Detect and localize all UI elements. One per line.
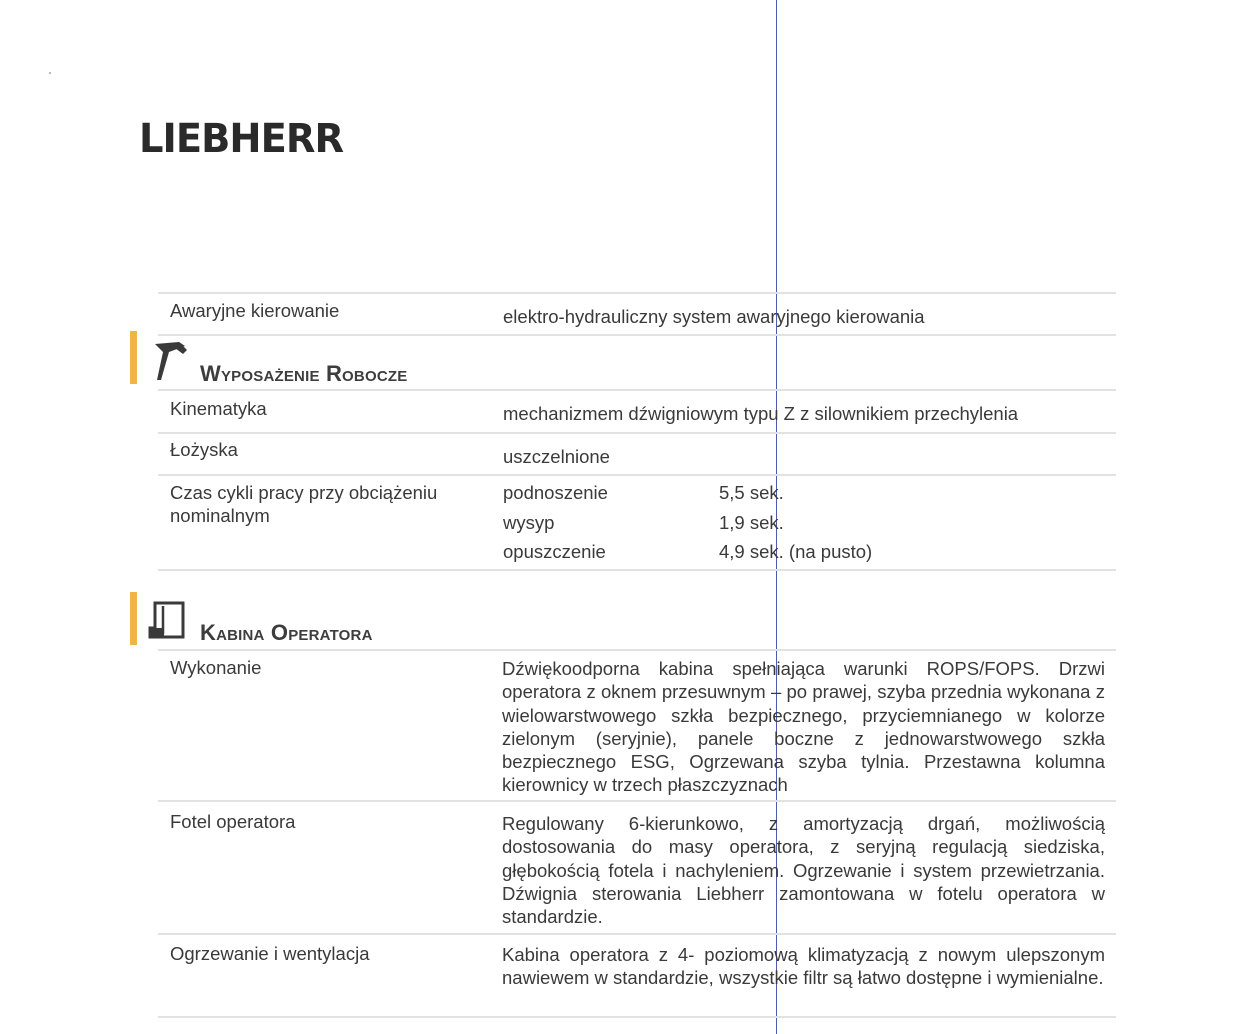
divider xyxy=(158,334,1116,336)
row-value: elektro-hydrauliczny system awaryjnego kierowania xyxy=(503,306,925,327)
row-label: Kinematyka xyxy=(170,398,267,419)
divider xyxy=(158,569,1116,571)
row-label: Awaryjne kierowanie xyxy=(170,300,340,321)
cycle-item-name: opuszczenie xyxy=(503,541,606,562)
row-label: Fotel operatora xyxy=(170,811,296,832)
cycle-item-value: 4,9 sek. (na pusto) xyxy=(719,541,873,562)
boom-arm-icon xyxy=(149,340,189,382)
section-accent-bar xyxy=(130,592,137,645)
row-value-paragraph: Kabina operatora z 4- poziomową klimatyzacją z nowym ulepszonym nawiewem w standardzie, wszystkie filtr są łatwo dostępne i wymienialne. xyxy=(502,944,1105,989)
divider xyxy=(158,389,1116,391)
row-value: uszczelnione xyxy=(503,446,610,467)
row-value-paragraph: Dźwiękoodporna kabina spełniająca warunki ROPS/FOPS. Drzwi operatora z oknem przesuwnym – po prawej, szyba przednia wykonana z wielowarstwowego szkła bezpiecznego, przyciemnianego w kolorze zielonym (seryjnie), panele boczne z jednowarstwowego szkła bezpiecznego ESG, Ogrzewana szyba tylnia. Przestawna kolumna kierownicy w trzech płaszczyznach xyxy=(502,658,1105,796)
cycle-label-line2: nominalnym xyxy=(170,505,270,526)
section-title-work-equipment: Wyposażenie Robocze xyxy=(200,361,408,386)
cycle-label-line1: Czas cykli pracy przy obciążeniu xyxy=(170,482,438,503)
divider xyxy=(158,292,1116,294)
section-accent-bar xyxy=(130,331,137,384)
cycle-item-name: wysyp xyxy=(503,512,555,533)
cycle-item-value: 5,5 sek. xyxy=(719,482,784,503)
divider xyxy=(158,432,1116,434)
divider xyxy=(158,800,1116,802)
scan-speck xyxy=(49,72,51,74)
cycle-item-value: 1,9 sek. xyxy=(719,512,784,533)
divider xyxy=(158,933,1116,935)
row-label: Wykonanie xyxy=(170,657,262,678)
row-label: Łożyska xyxy=(170,439,238,460)
row-label: Ogrzewanie i wentylacja xyxy=(170,943,370,964)
cab-icon xyxy=(147,600,187,640)
divider xyxy=(158,1016,1116,1018)
section-title-operator-cab: Kabina Operatora xyxy=(200,620,373,645)
row-value-paragraph: Regulowany 6-kierunkowo, z amortyzacją drgań, możliwością dostosowania do masy operatora, z seryjną regulacją siedziska, głębokością fotela i nachyleniem. Ogrzewanie i system przewietrzania. Dźwignia sterowania Liebherr zamontowana w fotelu operatora w standardzie. xyxy=(502,813,1105,928)
divider xyxy=(158,474,1116,476)
divider xyxy=(158,649,1116,651)
cycle-item-name: podnoszenie xyxy=(503,482,608,503)
row-value: mechanizmem dźwigniowym typu Z z silownikiem przechylenia xyxy=(503,403,1019,424)
liebherr-logo: LIEBHERR xyxy=(139,116,344,162)
